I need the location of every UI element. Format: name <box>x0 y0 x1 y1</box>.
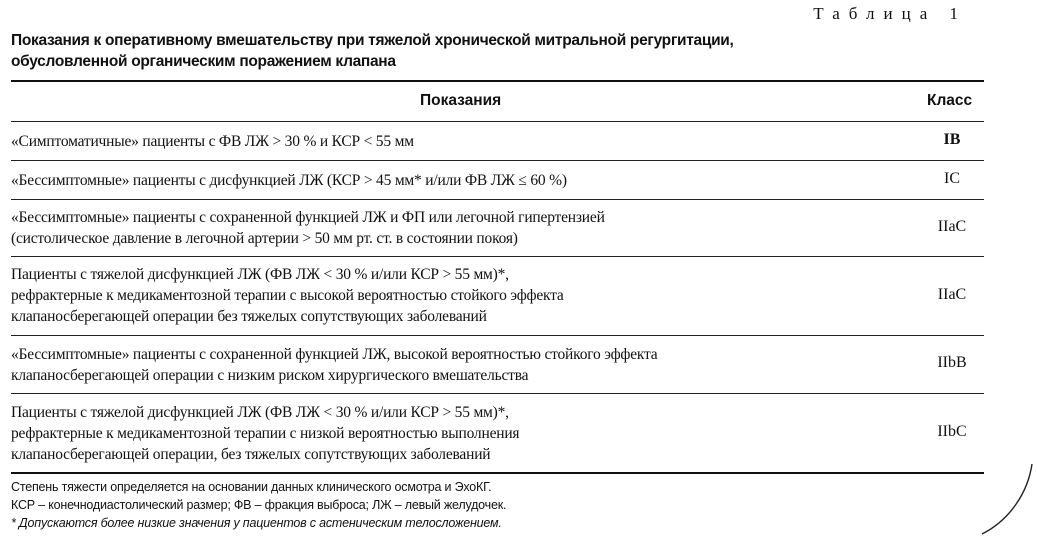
bottom-rule <box>11 472 984 474</box>
table-row-5-indication: «Бессимптомные» пациенты с сохраненной функцией ЛЖ, высокой вероятностью стойкого эффекта клапаносберегающей операции с низким риском хирургического вмешательства <box>11 346 658 384</box>
table-number-label: Таблица 1 <box>813 4 967 23</box>
table-row-5-class: IIbB <box>937 354 967 371</box>
column-header-class: Класс <box>927 92 973 109</box>
table-row-6-indication: Пациенты с тяжелой дисфункцией ЛЖ (ФВ ЛЖ < 30 % и/или КСР > 55 мм)*, рефрактерные к медикаментозной терапии с низкой вероятностью выполнения клапаносберегающей операции, без тяжелых сопутствующих заболеваний <box>11 404 520 463</box>
top-rule <box>11 80 984 82</box>
table-row-4-class: IIaC <box>937 286 967 303</box>
table-row-6-class: IIbC <box>937 423 967 440</box>
caption-line-1: Показания к оперативному вмешательству при тяжелой хронической митральной регургитации, <box>11 32 734 49</box>
caption-line-2: обусловленной органическим поражением клапана <box>11 53 396 70</box>
table-row-2-indication: «Бессимптомные» пациенты с дисфункцией ЛЖ (КСР > 45 мм* и/или ФВ ЛЖ ≤ 60 %) <box>11 172 567 189</box>
footnote-abbreviations: КСР – конечнодиастолический размер; ФВ – фракция выброса; ЛЖ – левый желудочек. <box>11 498 507 512</box>
table-row-1-indication: «Симптоматичные» пациенты с ФВ ЛЖ > 30 % и КСР < 55 мм <box>11 133 414 150</box>
row-divider <box>11 256 984 257</box>
header-rule <box>11 121 984 122</box>
row-divider <box>11 199 984 200</box>
table-row-4-indication: Пациенты с тяжелой дисфункцией ЛЖ (ФВ ЛЖ < 30 % и/или КСР > 55 мм)*, рефрактерные к медикаментозной терапии с высокой вероятностью стойкого эффекта клапаносберегающей операции без тяжелых сопутствующих заболеваний <box>11 266 564 325</box>
table-row-3-class: IIaC <box>937 218 967 235</box>
table-row-2-class: IC <box>944 170 960 187</box>
row-divider <box>11 393 984 394</box>
row-divider <box>11 160 984 161</box>
scan-curve-mark <box>980 462 1037 542</box>
footnote-severity: Степень тяжести определяется на основании данных клинического осмотра и ЭхоКГ. <box>11 480 492 494</box>
column-header-indications: Показания <box>420 92 502 109</box>
table-row-1-class: IB <box>943 131 961 148</box>
table-row-3-indication: «Бессимптомные» пациенты с сохраненной функцией ЛЖ и ФП или легочной гипертензией (систолическое давление в легочной артерии > 50 мм рт. ст. в состоянии покоя) <box>11 209 605 247</box>
row-divider <box>11 335 984 336</box>
table-footnotes <box>11 478 911 532</box>
table-caption <box>11 30 861 72</box>
footnote-asterisk: * Допускаются более низкие значения у пациентов с астеническим телосложением. <box>11 516 502 530</box>
